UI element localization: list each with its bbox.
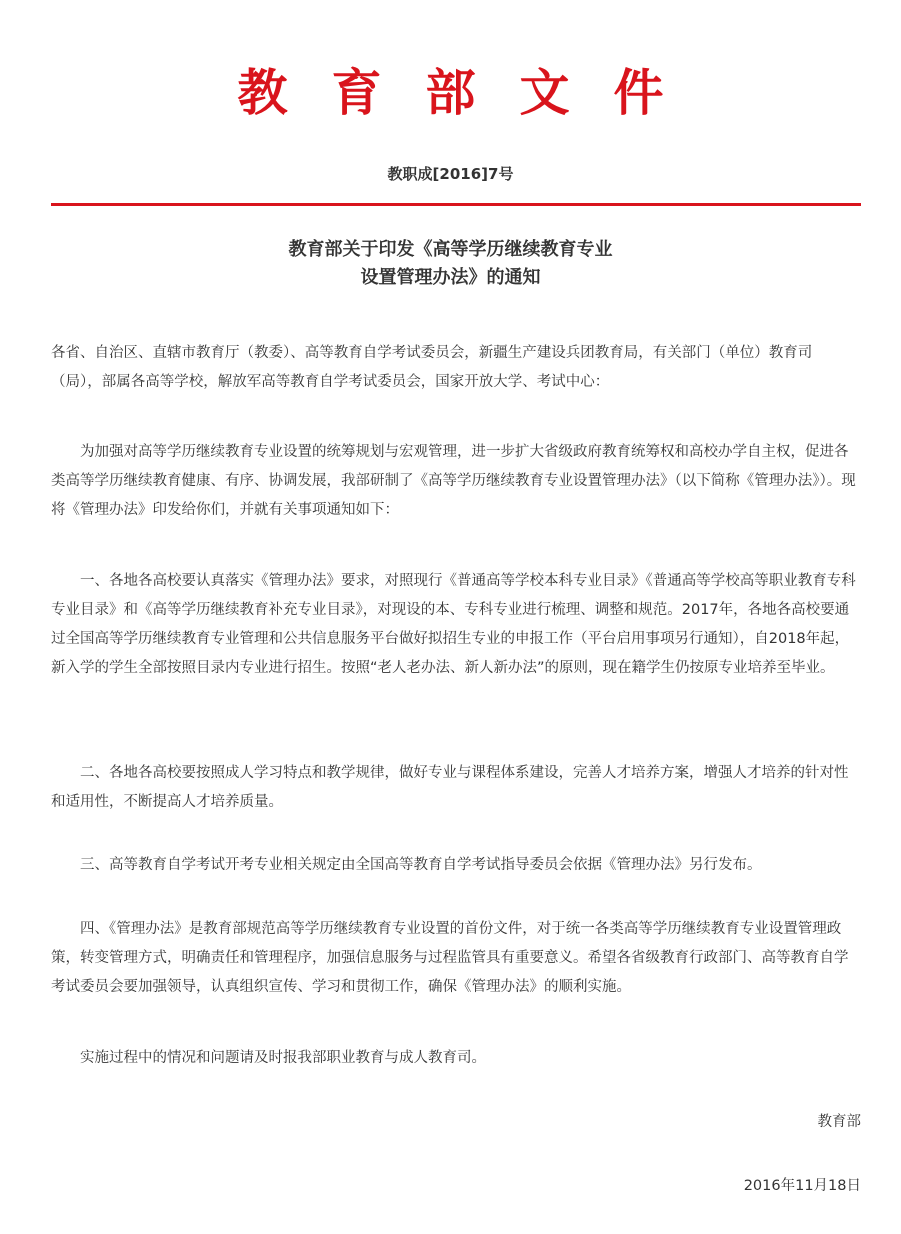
intro-paragraph: 为加强对高等学历继续教育专业设置的统筹规划与宏观管理，进一步扩大省级政府教育统筹权和高校办学自主权，促进各类高等学历继续教育健康、有序、协调发展，我部研制了《高等学历继续教育专业设置管理办法》（以下简称《管理办法》）。现将《管理办法》印发给你们，并就有关事项通知如下： — [51, 444, 856, 518]
addressee-paragraph: 各省、自治区、直辖市教育厅（教委）、高等教育自学考试委员会，新疆生产建设兵团教育局，有关部门（单位）教育司（局），部属各高等学校，解放军高等教育自学考试委员会，国家开放大学、考试中心： — [51, 345, 813, 390]
signature-date: 2016年11月18日 — [743, 1178, 861, 1194]
item-four-paragraph: 四、《管理办法》是教育部规范高等学历继续教育专业设置的首份文件，对于统一各类高等学历继续教育专业设置管理政策，转变管理方式，明确责任和管理程序，加强信息服务与过程监管具有重要意义。希望各省级教育行政部门、高等教育自学考试委员会要加强领导，认真组织宣传、学习和贯彻工作，确保《管理办法》的顺利实施。 — [51, 921, 849, 995]
signature-organization: 教育部 — [817, 1114, 861, 1130]
item-two-paragraph: 二、各地各高校要按照成人学习特点和教学规律，做好专业与课程体系建设，完善人才培养方案，增强人才培养的针对性和适用性，不断提高人才培养质量。 — [51, 765, 849, 810]
document-number: 教职成[2016]7号 — [387, 165, 514, 183]
item-one-paragraph: 一、各地各高校要认真落实《管理办法》要求，对照现行《普通高等学校本科专业目录》《普通高等学校高等职业教育专科专业目录》和《高等学历继续教育补充专业目录》，对现设的本、专科专业进行梳理、调整和规范。2017年，各地各高校要通过全国高等学历继续教育专业管理和公共信息服务平台做好拟招生专业的申报工作（平台启用事项另行通知），自2018年起，新入学的学生全部按照目录内专业进行招生。按照“老人老办法、新人新办法”的原则，现在籍学生仍按原专业培养至毕业。 — [51, 573, 856, 676]
notice-title — [0, 236, 901, 292]
notice-title-line-1: 教育部关于印发《高等学历继续教育专业 — [288, 239, 613, 260]
closing-paragraph: 实施过程中的情况和问题请及时报我部职业教育与成人教育司。 — [80, 1050, 486, 1066]
item-three-paragraph: 三、高等教育自学考试开考专业相关规定由全国高等教育自学考试指导委员会依据《管理办法》另行发布。 — [80, 857, 762, 873]
red-divider-line — [51, 203, 861, 206]
issuer-banner: 教育部文件 — [237, 63, 708, 122]
notice-title-line-2: 设置管理办法》的通知 — [360, 267, 541, 288]
